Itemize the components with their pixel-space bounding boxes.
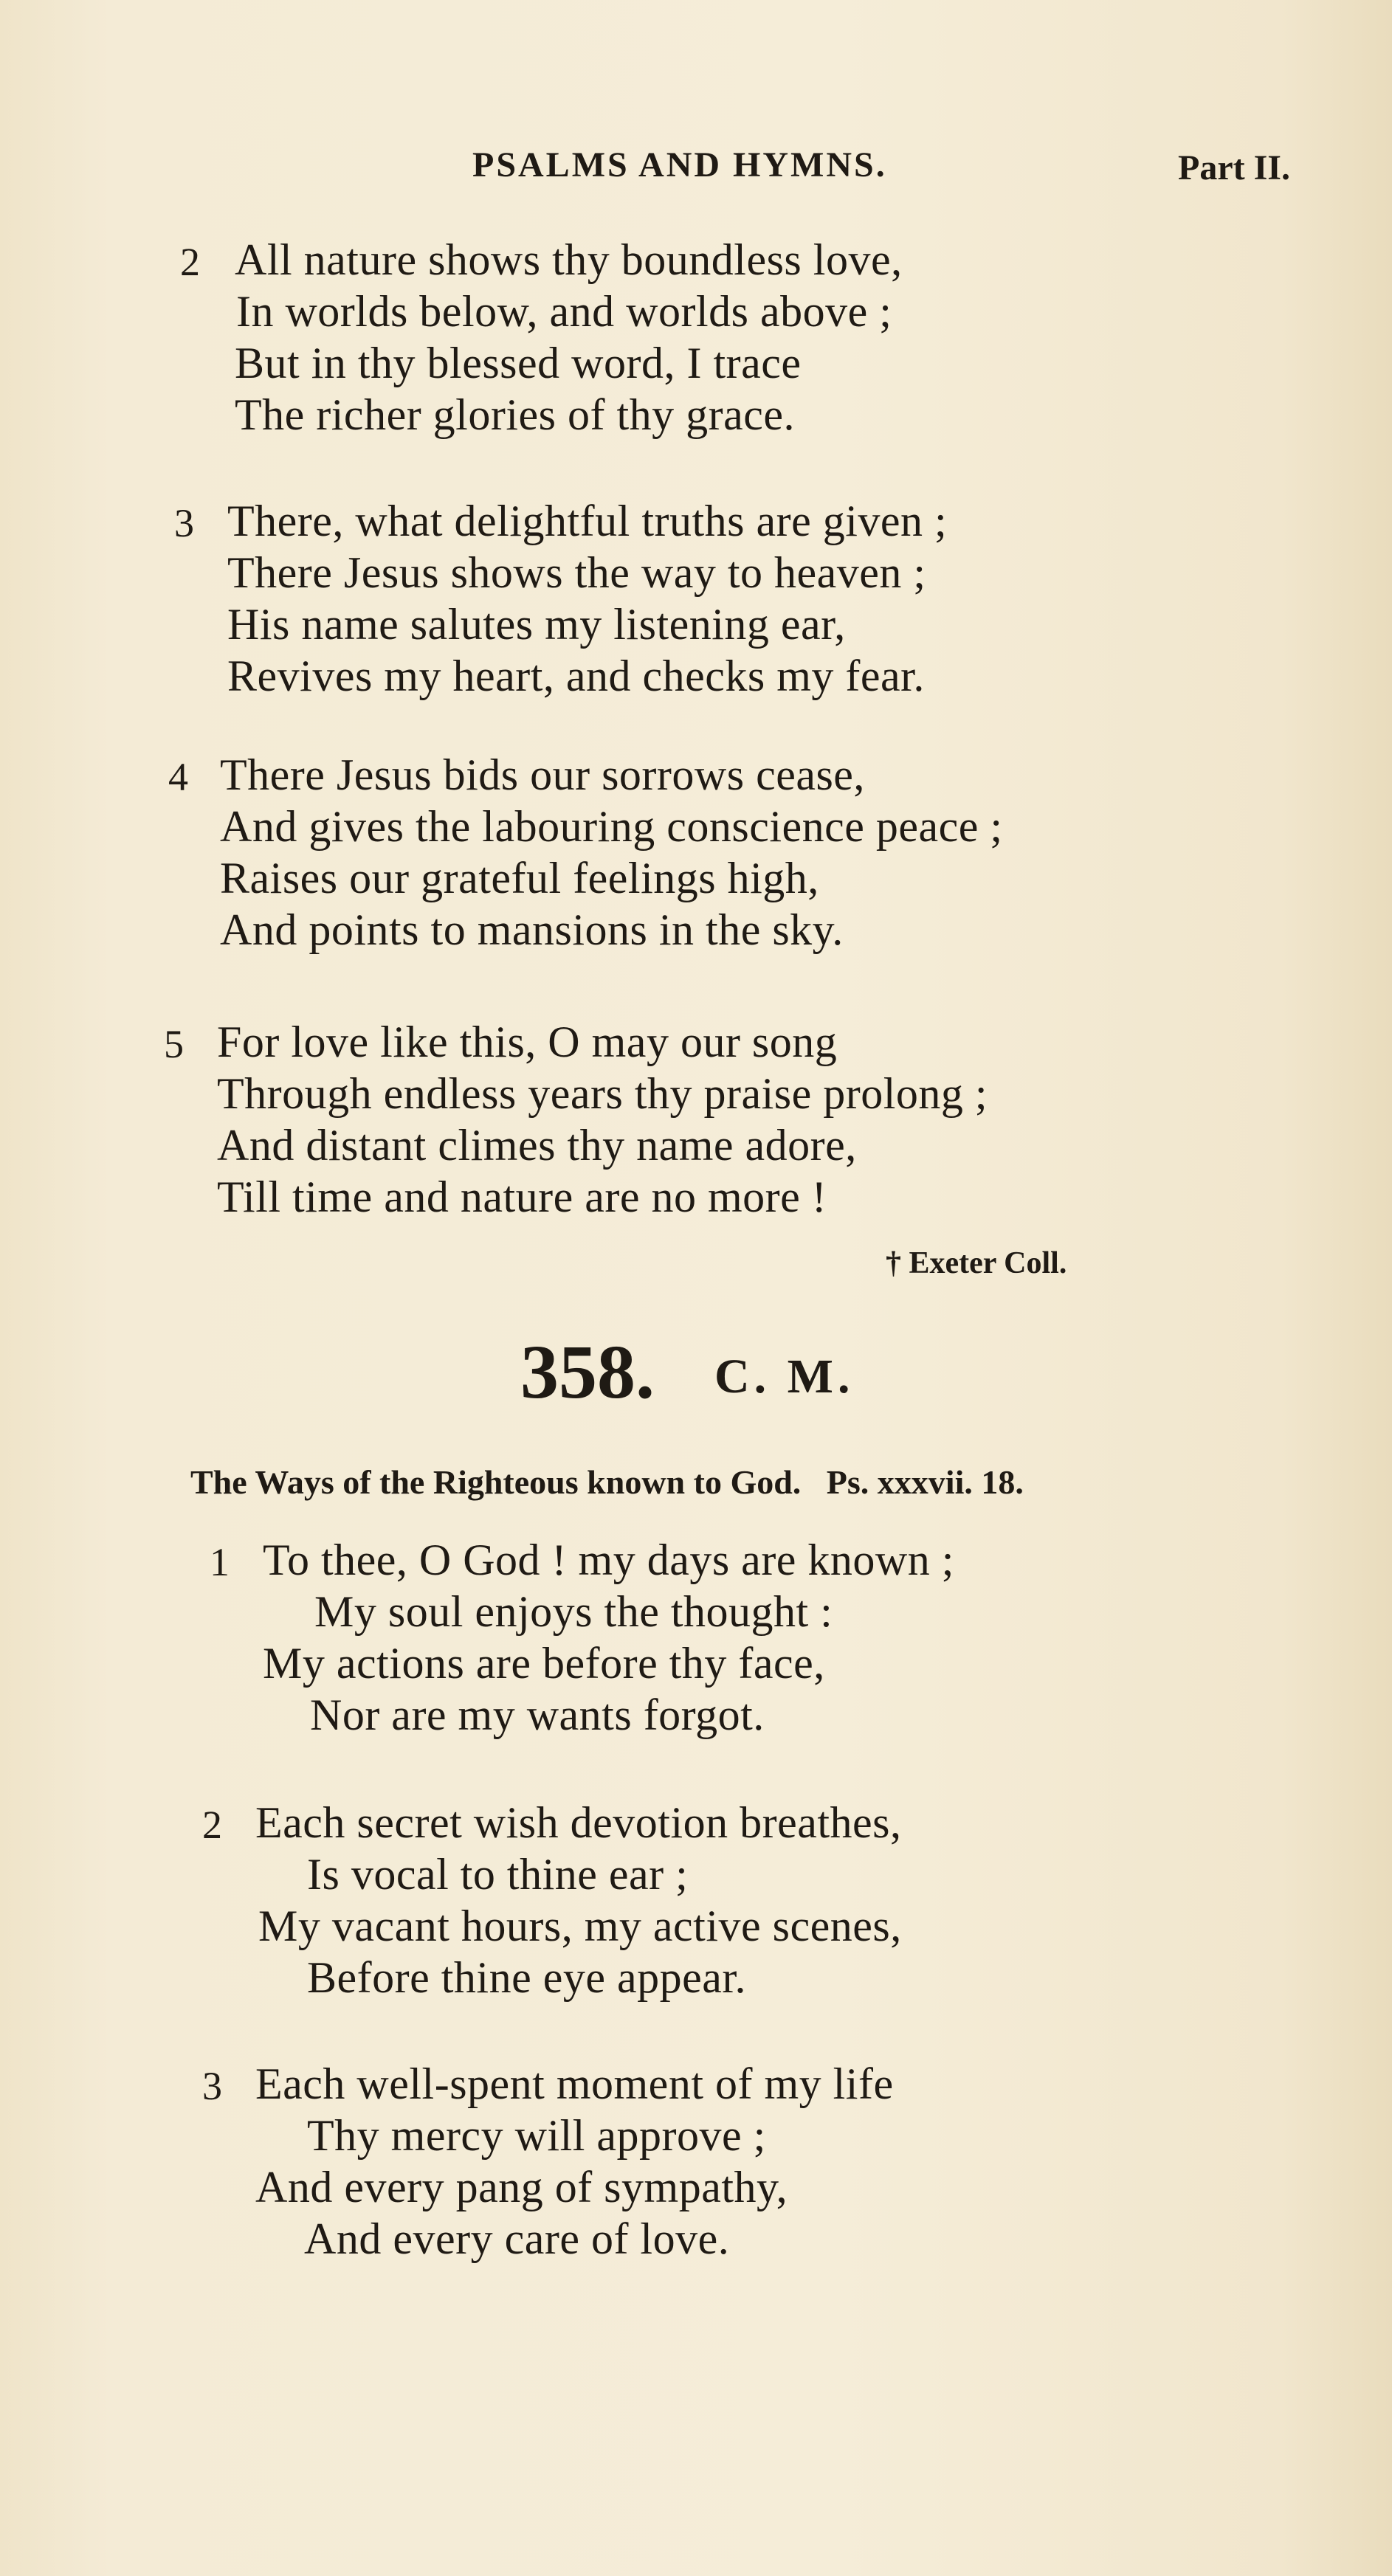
verse-line: All nature shows thy boundless love,: [235, 235, 903, 284]
verse-line: To thee, O God ! my days are known ;: [263, 1536, 954, 1584]
stanza-number: 4: [168, 755, 188, 799]
verse-line: His name salutes my listening ear,: [227, 600, 846, 649]
hymn-subtitle: The Ways of the Righteous known to God. Ps. xxxvii. 18.: [190, 1463, 1024, 1501]
hymn-number: 358.: [520, 1330, 655, 1415]
verse-line: Nor are my wants forgot.: [310, 1691, 765, 1739]
verse-line: There, what delightful truths are given ;: [227, 497, 948, 545]
verse-line: There Jesus bids our sorrows cease,: [220, 750, 865, 799]
verse-line: Is vocal to thine ear ;: [307, 1850, 689, 1899]
verse-line: In worlds below, and worlds above ;: [236, 287, 892, 336]
stanza-number: 1: [210, 1540, 230, 1584]
part-label: Part II.: [1178, 148, 1290, 187]
verse-line: My actions are before thy face,: [263, 1639, 825, 1688]
verse-line: But in thy blessed word, I trace: [235, 339, 802, 387]
verse-line: Each secret wish devotion breathes,: [255, 1798, 902, 1847]
verse-line: Each well-spent moment of my life: [255, 2059, 894, 2108]
verse-line: For love like this, O may our song: [217, 1018, 838, 1066]
stanza-number: 2: [180, 240, 200, 284]
verse-line: Before thine eye appear.: [307, 1953, 747, 2002]
stanza-number: 3: [202, 2064, 222, 2108]
verse-line: And distant climes thy name adore,: [217, 1121, 857, 1170]
attribution: † Exeter Coll.: [886, 1246, 1067, 1280]
verse-line: And gives the labouring conscience peace ;: [220, 802, 1003, 851]
stanza-number: 5: [164, 1022, 184, 1066]
verse-line: There Jesus shows the way to heaven ;: [227, 548, 926, 597]
verse-line: My soul enjoys the thought :: [314, 1587, 833, 1636]
verse-line: Till time and nature are no more !: [217, 1173, 827, 1221]
verse-line: And every pang of sympathy,: [255, 2163, 788, 2211]
hymn-meter: C. M.: [714, 1350, 855, 1403]
verse-line: Through endless years thy praise prolong ;: [217, 1069, 988, 1118]
stanza-number: 2: [202, 1803, 222, 1847]
verse-line: Thy mercy will approve ;: [307, 2111, 766, 2160]
stanza-number: 3: [174, 501, 194, 545]
running-title: PSALMS AND HYMNS.: [472, 145, 887, 184]
verse-line: Revives my heart, and checks my fear.: [227, 652, 925, 700]
verse-line: The richer glories of thy grace.: [235, 390, 795, 439]
verse-line: And every care of love.: [304, 2214, 730, 2263]
verse-line: Raises our grateful feelings high,: [220, 854, 819, 902]
verse-line: And points to mansions in the sky.: [220, 905, 844, 954]
verse-line: My vacant hours, my active scenes,: [258, 1902, 902, 1950]
